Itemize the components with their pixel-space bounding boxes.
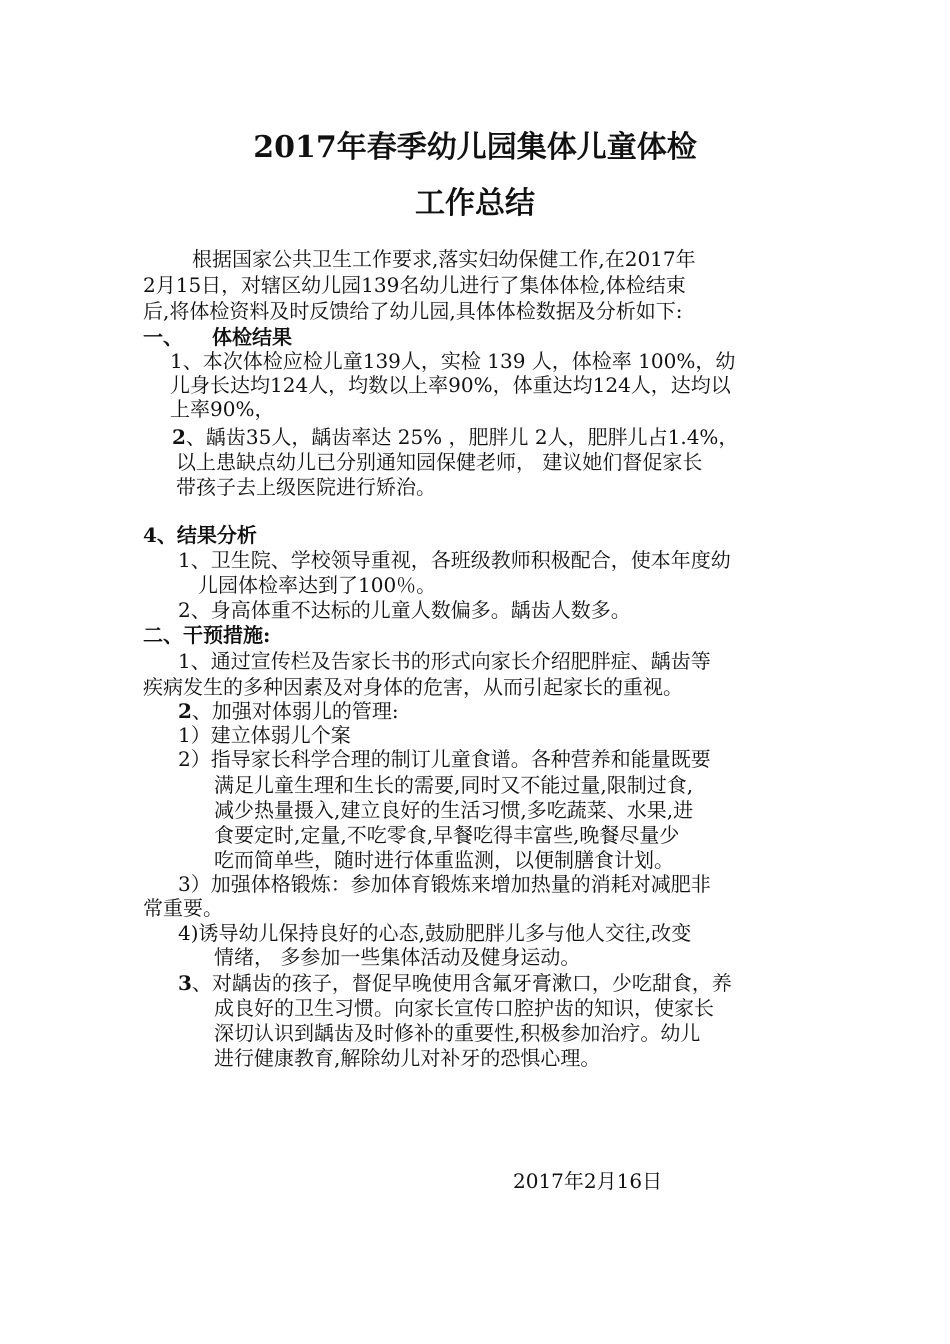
section2-sub2-line4: 食要定时,定量,不吃零食,早餐吃得丰富些,晚餐尽量少 <box>214 823 680 847</box>
intro-line-3: 后,将体检资料及时反馈给了幼儿园,具体体检数据及分析如下: <box>143 299 683 323</box>
section1-item2-text: 、龋齿35人，龋齿率达 25% ，肥胖儿 2人，肥胖儿占1.4%， <box>185 425 739 449</box>
section2-item3-number: 3 <box>178 971 192 995</box>
document-title-line2: 工作总结 <box>415 186 535 221</box>
intro-line-1: 根据国家公共卫生工作要求,落实妇幼保健工作,在2017年 <box>192 247 696 271</box>
document-title-line1: 2017年春季幼儿园集体儿童体检 <box>253 130 697 165</box>
section1-title: 体检结果 <box>212 325 292 349</box>
intro-line-2: 2月15日，对辖区幼儿园139名幼儿进行了集体体检,体检结束 <box>143 273 686 297</box>
section2-item3-line4: 进行健康教育,解除幼儿对补牙的恐惧心理。 <box>214 1046 601 1070</box>
section1-item2-line3: 带孩子去上级医院进行矫治。 <box>176 475 436 499</box>
section2-item2-text: 、加强对体弱儿的管理: <box>191 699 399 723</box>
section4-item1-line1: 1、卫生院、学校领导重视，各班级教师积极配合，使本年度幼 <box>178 548 731 572</box>
section1-item1-line2: 儿身长达均124人，均数以上率90%，体重达均124人，达均以 <box>170 373 731 397</box>
section2-sub1: 1）建立体弱儿个案 <box>178 723 351 747</box>
section1-item2-line2: 以上患缺点幼儿已分别通知园保健老师， 建议她们督促家长 <box>176 450 703 474</box>
section2-title: 二、干预措施: <box>143 623 271 647</box>
section4-item1-line2: 儿园体检率达到了100％。 <box>198 573 437 597</box>
section2-item2 <box>178 699 399 723</box>
section1-item1-line3: 上率90%， <box>170 397 275 421</box>
section4-title: 4、结果分析 <box>143 523 257 547</box>
section2-item2-number: 2 <box>178 699 192 723</box>
section2-item3-line2: 成良好的卫生习惯。向家长宣传口腔护齿的知识，使家长 <box>214 996 714 1020</box>
section2-sub3-line2: 常重要。 <box>143 896 223 920</box>
section2-item1-line1: 1、通过宣传栏及告家长书的形式向家长介绍肥胖症、龋齿等 <box>178 649 711 673</box>
section1-item2-line1 <box>172 425 738 449</box>
section2-sub3-line1: 3）加强体格锻炼：参加体育锻炼来增加热量的消耗对减肥非 <box>178 872 711 896</box>
section2-item3-text: 、对龋齿的孩子，督促早晚使用含氟牙膏漱口，少吃甜食，养 <box>191 971 732 995</box>
section1-number: 一、 <box>143 325 183 349</box>
section2-sub2-line5: 吃而简单些，随时进行体重监测，以便制膳食计划。 <box>214 848 674 872</box>
section2-item3-line1 <box>178 971 732 995</box>
section2-sub2-line1: 2）指导家长科学合理的制订儿童食谱。各种营养和能量既要 <box>178 747 711 771</box>
section2-item3-line3: 深切认识到龋齿及时修补的重要性,积极参加治疗。幼儿 <box>214 1021 701 1045</box>
section2-sub2-line3: 减少热量摄入,建立良好的生活习惯,多吃蔬菜、水果,进 <box>214 798 694 822</box>
section2-sub2-line2: 满足儿童生理和生长的需要,同时又不能过量,限制过食, <box>214 773 694 797</box>
section2-sub4-line1: 4)诱导幼儿保持良好的心态,鼓励肥胖儿多与他人交往,改变 <box>178 921 692 945</box>
document-date: 2017年2月16日 <box>513 1169 663 1193</box>
section1-item1-line1: 1、本次体检应检儿童139人，实检 139 人，体检率 100%，幼 <box>170 349 736 373</box>
section2-item1-line2: 疾病发生的多种因素及对身体的危害，从而引起家长的重视。 <box>143 675 683 699</box>
section4-item2: 2、身高体重不达标的儿童人数偏多。龋齿人数多。 <box>178 598 631 622</box>
section2-sub4-line2: 情绪， 多参加一些集体活动及健身运动。 <box>214 945 581 969</box>
section1-item2-number: 2 <box>172 425 186 449</box>
